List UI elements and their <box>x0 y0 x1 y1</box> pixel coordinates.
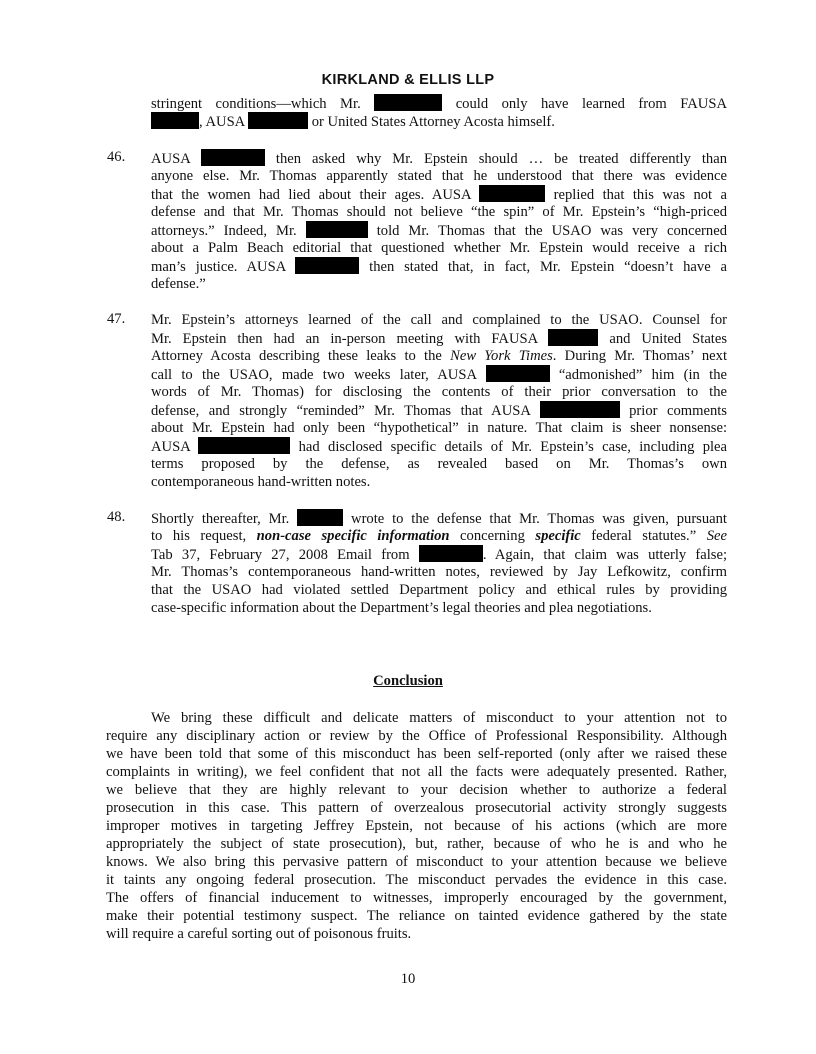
text: or United States Attorney Acosta himself. <box>311 114 555 130</box>
conclusion-line-10: it taints any ongoing federal prosecution. The misconduct pervades the evidence in this case. <box>106 872 727 888</box>
conclusion-line-1: We bring these difficult and delicate matters of misconduct to your attention not to <box>151 710 727 726</box>
paragraph-number: 48. <box>107 509 126 525</box>
conclusion-line-6: prosecution in this case. This pattern of overzealous prosecutorial activity strongly suggests <box>106 800 727 816</box>
p48-line-4: Mr. Thomas’s contemporaneous hand-written notes, reviewed by Jay Lefkowitz, confirm <box>151 564 727 580</box>
text: Shortly thereafter, Mr. <box>151 511 290 527</box>
redaction <box>151 112 199 129</box>
text: non-case specific information <box>256 528 450 544</box>
redaction <box>201 149 265 166</box>
text: “admonished” him (in the <box>558 367 727 383</box>
redaction <box>198 437 290 454</box>
p46-line-7 <box>151 257 727 276</box>
text: AUSA <box>151 151 190 167</box>
conclusion-line-2: require any disciplinary action or review by the Office of Professional Responsibility. Although <box>106 728 727 744</box>
p46-line-1 <box>151 149 727 168</box>
p46-line-6: about a Palm Beach editorial that questioned whether Mr. Epstein would receive a rich <box>151 240 727 256</box>
p46-line-3 <box>151 185 727 204</box>
p45-line-2 <box>151 112 555 131</box>
p48-line-6: case-specific information about the Department’s legal theories and plea negotiations. <box>151 600 652 616</box>
p45-line-1 <box>151 94 727 113</box>
redaction <box>306 221 368 238</box>
conclusion-line-12: make their potential testimony suspect. The reliance on tainted evidence gathered by the state <box>106 908 727 924</box>
p47-line-6 <box>151 401 727 420</box>
text: See <box>706 528 727 544</box>
p46-line-4: defense and that Mr. Thomas should not believe “the spin” of Mr. Epstein’s “high-priced <box>151 204 727 220</box>
p47-line-3 <box>151 347 727 365</box>
p46-line-8: defense.” <box>151 276 206 292</box>
p48-line-1 <box>151 509 727 528</box>
p48-line-5: that the USAO had violated settled Department policy and ethical rules by providing <box>151 582 727 598</box>
letterhead: KIRKLAND & ELLIS LLP <box>321 72 495 88</box>
text: Mr. Epstein then had an in-person meeting with FAUSA <box>151 331 538 347</box>
redaction <box>374 94 442 111</box>
text: defense, and strongly “reminded” Mr. Thomas that AUSA <box>151 403 531 419</box>
redaction <box>486 365 550 382</box>
text: . During Mr. Thomas’ next <box>552 348 728 364</box>
text: attorneys.” Indeed, Mr. <box>151 223 297 239</box>
text: Attorney Acosta describing these leaks to the <box>151 348 442 364</box>
p46-line-5 <box>151 221 727 240</box>
p47-line-4 <box>151 365 727 384</box>
text: and United States <box>609 331 728 347</box>
paragraph-number: 46. <box>107 149 126 165</box>
page-number: 10 <box>400 971 416 987</box>
text: prior comments <box>629 403 727 419</box>
p47-line-2 <box>151 329 727 348</box>
conclusion-line-3: we have been told that some of this misconduct has been self-reported (only after we raised these <box>106 746 727 762</box>
p48-line-2 <box>151 527 727 545</box>
text: replied that this was not a <box>553 187 728 203</box>
text: AUSA <box>151 439 190 455</box>
text: specific <box>535 528 581 544</box>
text: then asked why Mr. Epstein should … be treated differently than <box>275 151 727 167</box>
text: concerning <box>460 528 525 544</box>
p46-line-2: anyone else. Mr. Thomas apparently stated that he understood that there was evidence <box>151 168 727 184</box>
redaction <box>479 185 545 202</box>
conclusion-line-7: improper motives in targeting Jeffrey Epstein, not because of his actions (which are more <box>106 818 727 834</box>
p47-line-7: about Mr. Epstein had only been “hypothetical” in nature. That claim is sheer nonsense: <box>151 420 727 436</box>
conclusion-line-5: we believe that they are highly relevant to your decision whether to authorize a federal <box>106 782 727 798</box>
text: wrote to the defense that Mr. Thomas was given, pursuant <box>351 511 727 527</box>
conclusion-line-9: knows. We also bring this pervasive pattern of misconduct to your attention because we believe <box>106 854 727 870</box>
p47-line-5: words of Mr. Thomas) for disclosing the contents of their prior conversation to the <box>151 384 727 400</box>
text: Tab 37, February 27, 2008 Email from <box>151 547 410 563</box>
text: , AUSA <box>199 114 245 130</box>
conclusion-line-8: appropriately the subject of state prosecution), but, rather, because of who he is and who he <box>106 836 727 852</box>
p47-line-10: contemporaneous hand-written notes. <box>151 474 371 490</box>
redaction <box>419 545 483 562</box>
conclusion-heading: Conclusion <box>373 673 443 689</box>
text: to his request, <box>151 528 247 544</box>
conclusion-line-4: complaints in writing), we feel confident that not all the facts were adequately presented. Rather, <box>106 764 727 780</box>
text: New York Times <box>450 348 553 364</box>
conclusion-line-13: will require a careful sorting out of poisonous fruits. <box>106 926 412 942</box>
text: call to the USAO, made two weeks later, AUSA <box>151 367 477 383</box>
redaction <box>248 112 308 129</box>
text: federal statutes.” <box>591 528 697 544</box>
p47-line-8 <box>151 437 727 456</box>
conclusion-line-11: The offers of financial inducement to witnesses, improperly encouraged by the government, <box>106 890 727 906</box>
text: . Again, that claim was utterly false; <box>482 547 727 563</box>
p48-line-3 <box>151 545 727 564</box>
text: that the women had lied about their ages. AUSA <box>151 187 471 203</box>
text: could only have learned from FAUSA <box>455 96 727 112</box>
redaction <box>297 509 343 526</box>
text: told Mr. Thomas that the USAO was very concerned <box>376 223 727 239</box>
text: man’s justice. AUSA <box>151 259 286 275</box>
text: then stated that, in fact, Mr. Epstein “doesn’t have a <box>369 259 727 275</box>
text: stringent conditions—which Mr. <box>151 96 361 112</box>
p47-line-9: terms proposed by the defense, as revealed based on Mr. Thomas’s own <box>151 456 727 472</box>
redaction <box>295 257 359 274</box>
p47-line-1: Mr. Epstein’s attorneys learned of the call and complained to the USAO. Counsel for <box>151 312 727 328</box>
redaction <box>548 329 598 346</box>
text: had disclosed specific details of Mr. Epstein’s case, including plea <box>298 439 728 455</box>
paragraph-number: 47. <box>107 311 126 327</box>
redaction <box>540 401 620 418</box>
